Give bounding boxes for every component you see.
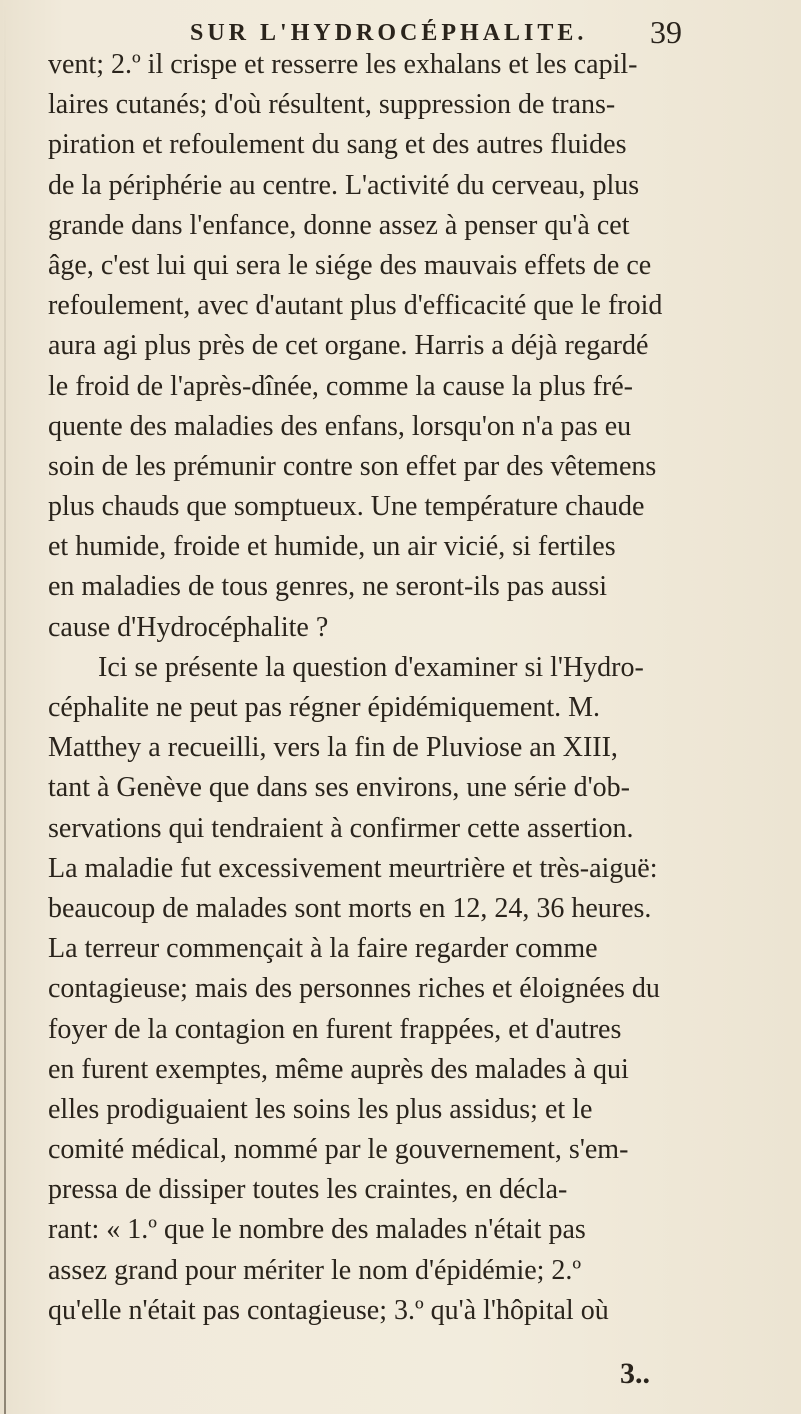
text-line: comité médical, nommé par le gouvernement, s'em- [48,1134,629,1166]
text-line: de la périphérie au centre. L'activité du cerveau, plus [48,169,640,201]
text-line: soin de les prémunir contre son effet par des vêtemens [48,450,657,482]
text-line: cause d'Hydrocéphalite ? [48,611,329,643]
text-line: laires cutanés; d'où résultent, suppression de trans- [48,89,616,121]
text-line: foyer de la contagion en furent frappées, et d'autres [48,1013,622,1045]
body-text [48,45,778,1331]
text-line: céphalite ne peut pas régner épidémiquement. M. [48,692,601,723]
running-title: SUR L'HYDROCÉPHALITE. [190,20,588,46]
text-line: Ici se présente la question d'examiner si l'Hydro- [98,651,644,683]
text-line: beaucoup de malades sont morts en 12, 24, 36 heures. [48,892,652,924]
text-line: qu'elle n'était pas contagieuse; 3.º qu'à l'hôpital où [48,1294,609,1326]
text-line: et humide, froide et humide, un air vicié, si fertiles [48,531,616,563]
text-line: La terreur commençait à la faire regarder comme [48,933,598,965]
text-line: en furent exemptes, même auprès des malades à qui [48,1053,629,1085]
text-line: le froid de l'après-dînée, comme la cause la plus fré- [48,370,634,402]
text-line: elles prodiguaient les soins les plus assidus; et le [48,1093,593,1125]
signature-mark: 3.. [620,1357,650,1390]
text-line: contagieuse; mais des personnes riches et éloignées du [48,973,660,1005]
text-line: âge, c'est lui qui sera le siége des mauvais effets de ce [48,249,652,281]
text-line: aura agi plus près de cet organe. Harris a déjà regardé [48,330,649,362]
text-line: vent; 2.º il crispe et resserre les exhalans et les capil- [48,49,638,80]
text-line: refoulement, avec d'autant plus d'efficacité que le froid [48,290,663,322]
text-line: servations qui tendraient à confirmer cette assertion. [48,812,634,844]
text-line: tant à Genève que dans ses environs, une série d'ob- [48,772,630,804]
text-line: assez grand pour mériter le nom d'épidémie; 2.º [48,1254,582,1286]
page-number: 39 [650,14,682,50]
page-edge-shadow [4,0,6,1414]
text-line: La maladie fut excessivement meurtrière et très-aiguë: [48,852,658,884]
text-line: rant: « 1.º que le nombre des malades n'était pas [48,1214,586,1246]
text-line: grande dans l'enfance, donne assez à penser qu'à cet [48,209,630,241]
text-line: quente des maladies des enfans, lorsqu'on n'a pas eu [48,410,632,442]
text-line: pressa de dissiper toutes les craintes, en décla- [48,1174,568,1206]
text-line: en maladies de tous genres, ne seront-ils pas aussi [48,571,608,603]
text-line: plus chauds que somptueux. Une température chaude [48,491,645,523]
text-line: piration et refoulement du sang et des autres fluides [48,129,627,161]
text-line: Matthey a recueilli, vers la fin de Pluviose an XIII, [48,732,618,764]
